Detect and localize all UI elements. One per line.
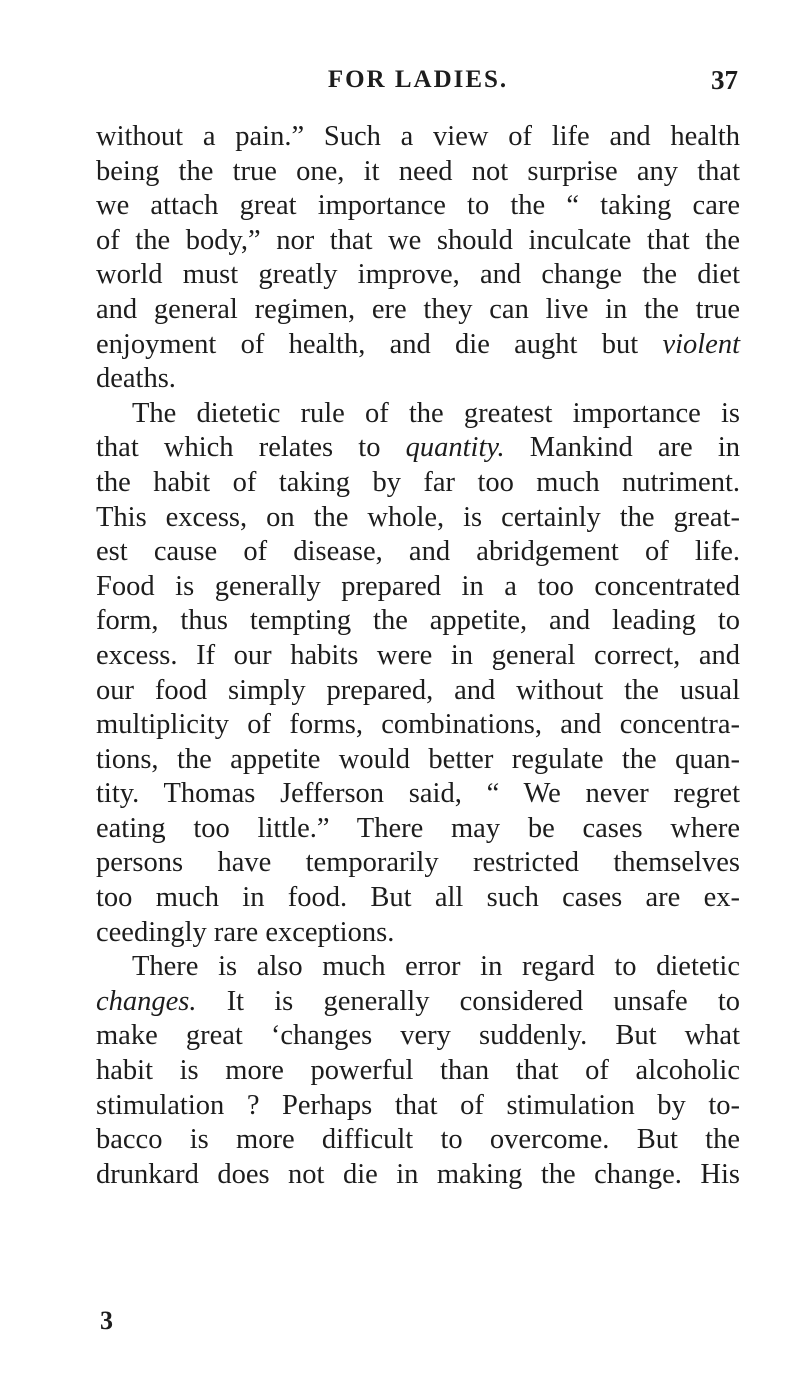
- text-line: make great ‘changes very suddenly. But what: [96, 1020, 740, 1052]
- text-line: too much in food. But all such cases are ex-: [96, 882, 740, 914]
- text-line: without a pain.” Such a view of life and health: [96, 121, 740, 152]
- text-line: habit is more powerful than that of alcoholic: [96, 1055, 740, 1087]
- paragraph-start-line: The dietetic rule of the greatest importance is: [132, 397, 740, 429]
- text-line: Food is generally prepared in a too concentrated: [96, 570, 740, 602]
- text-line: that which relates to quantity. Mankind are in: [96, 432, 741, 464]
- page-number: 37: [711, 65, 738, 95]
- text-line: our food simply prepared, and without the usual: [96, 674, 740, 706]
- running-head: [96, 60, 740, 100]
- text-line: tity. Thomas Jefferson said, “ We never regret: [96, 778, 740, 810]
- text-line: est cause of disease, and abridgement of life.: [96, 536, 740, 568]
- text-line: and general regimen, ere they can live in the true: [96, 293, 740, 325]
- signature-mark: 3: [100, 1306, 113, 1335]
- text-line: multiplicity of forms, combinations, and concentra-: [96, 709, 740, 741]
- text-line: bacco is more difficult to overcome. But the: [96, 1124, 740, 1156]
- italic-emphasis: violent: [662, 328, 740, 360]
- italic-emphasis: changes.: [96, 985, 197, 1017]
- text-line: persons have temporarily restricted themselves: [96, 847, 740, 879]
- text-line: deaths.: [96, 363, 176, 395]
- paragraph-start-line: There is also much error in regard to dietetic: [132, 951, 740, 983]
- text-line: we attach great importance to the “ taking care: [96, 190, 740, 222]
- text-line: stimulation ? Perhaps that of stimulation by to-: [96, 1089, 740, 1121]
- text-line: the habit of taking by far too much nutriment.: [96, 466, 740, 498]
- italic-emphasis: quantity.: [405, 432, 505, 464]
- text-line: ceedingly rare exceptions.: [96, 916, 395, 948]
- body-text: [96, 120, 740, 1192]
- text-line: eating too little.” There may be cases where: [96, 812, 740, 844]
- text-line: being the true one, it need not surprise any that: [96, 155, 740, 187]
- text-line: This excess, on the whole, is certainly the great-: [96, 501, 740, 533]
- text-line: of the body,” nor that we should inculcate that the: [96, 224, 740, 256]
- text-line: world must greatly improve, and change the diet: [96, 259, 740, 291]
- running-title: FOR LADIES.: [327, 66, 509, 93]
- text-line: changes. It is generally considered unsafe to: [96, 985, 740, 1017]
- text-line: tions, the appetite would better regulate the quan-: [96, 743, 740, 775]
- text-line: enjoyment of health, and die aught but violent: [96, 328, 740, 360]
- text-line: drunkard does not die in making the change. His: [96, 1158, 740, 1190]
- text-line: form, thus tempting the appetite, and leading to: [96, 605, 740, 637]
- text-line: excess. If our habits were in general correct, and: [96, 639, 740, 671]
